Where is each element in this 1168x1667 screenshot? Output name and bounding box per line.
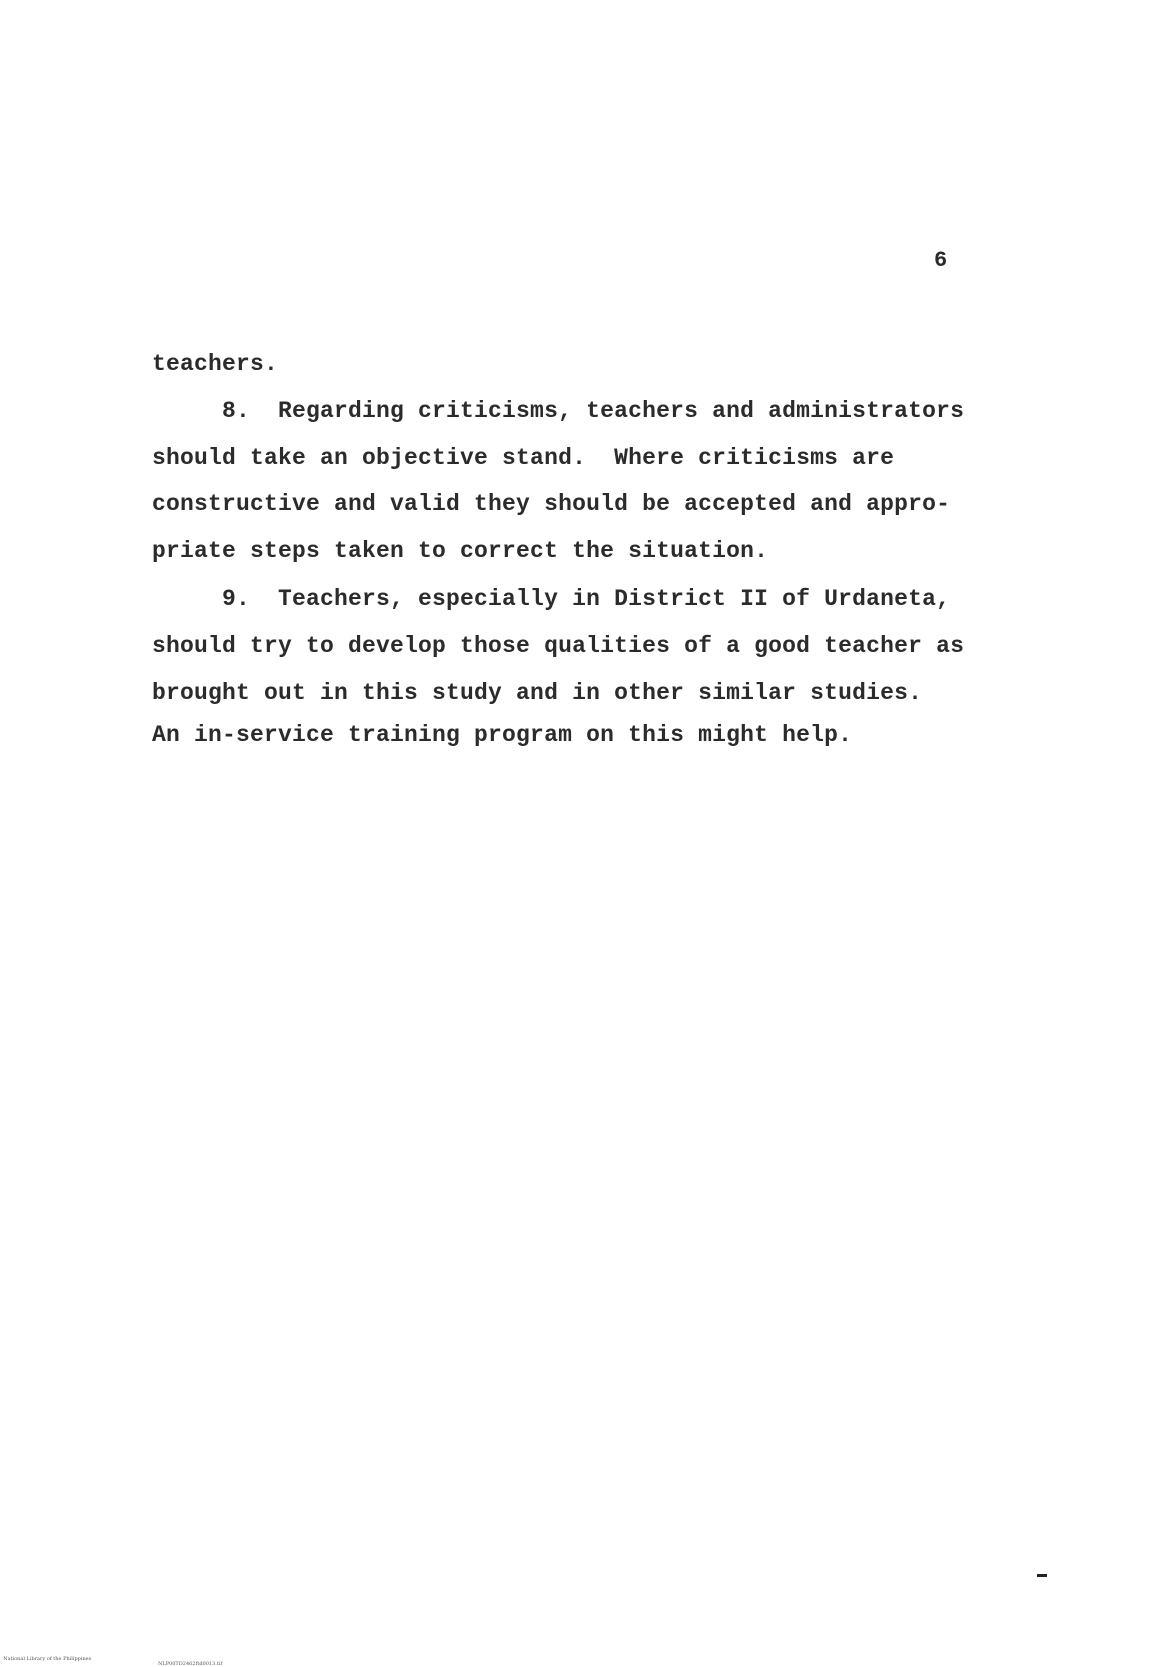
body-line: 8. Regarding criticisms, teachers and administrators xyxy=(152,398,965,424)
page-number: 6 xyxy=(934,248,948,273)
body-line: priate steps taken to correct the situation. xyxy=(152,538,769,564)
footer xyxy=(0,1652,223,1667)
body-line: teachers. xyxy=(152,351,279,377)
body-line: 9. Teachers, especially in District II of Urdaneta, xyxy=(152,586,951,612)
body-line: An in-service training program on this might help. xyxy=(152,722,853,748)
footer-filename: NLP00TD2462ftd0013.tif xyxy=(158,1661,223,1667)
body-line: brought out in this study and in other similar studies. xyxy=(152,680,923,706)
dash-mark xyxy=(1037,1574,1047,1577)
body-line: constructive and valid they should be accepted and appro- xyxy=(152,491,951,517)
footer-library: National Library of the Philippines xyxy=(3,1656,92,1662)
body-line: should try to develop those qualities of a good teacher as xyxy=(152,633,965,659)
body-line: should take an objective stand. Where criticisms are xyxy=(152,445,895,471)
